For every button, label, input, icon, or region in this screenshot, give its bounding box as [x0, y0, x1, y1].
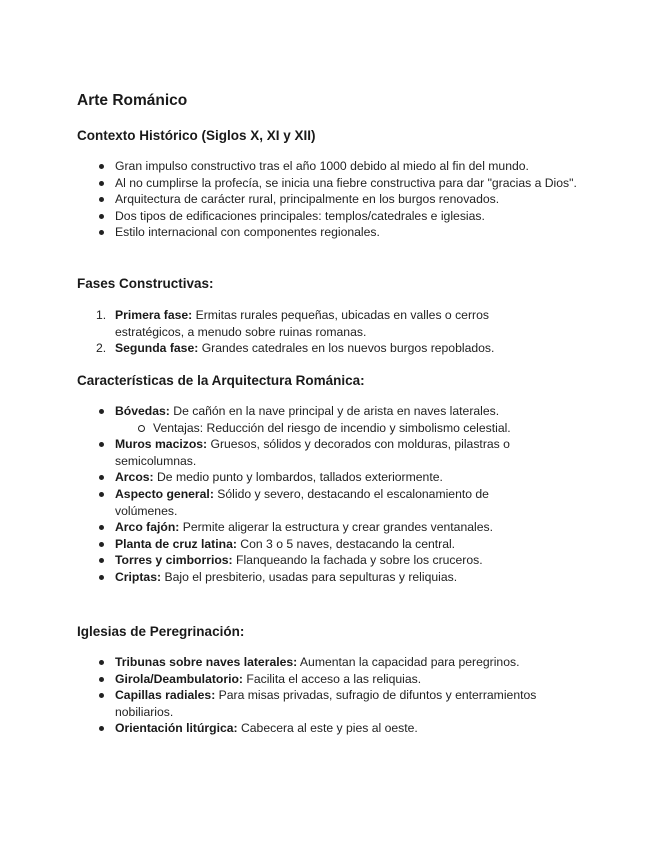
heading-fases: Fases Constructivas: — [77, 276, 214, 291]
list-item: Torres y cimborrios: Flanqueando la fachada y sobre los cruceros. — [77, 552, 552, 569]
bullet-icon — [99, 475, 104, 480]
list-contexto — [77, 158, 577, 241]
bullet-icon — [99, 660, 104, 665]
list-caracteristicas — [77, 403, 552, 586]
bullet-icon — [99, 726, 104, 731]
list-item: Criptas: Bajo el presbiterio, usadas para sepulturas y reliquias. — [77, 569, 552, 586]
list-item: Estilo internacional con componentes regionales. — [77, 224, 577, 241]
bullet-icon — [99, 542, 104, 547]
list-item: Al no cumplirse la profecía, se inicia una fiebre constructiva para dar "gracias a Dios". — [77, 175, 577, 192]
bullet-icon — [99, 442, 104, 447]
bullet-icon — [99, 197, 104, 202]
list-item: Aspecto general: Sólido y severo, destacando el escalonamiento de volúmenes. — [77, 486, 552, 519]
heading-contexto: Contexto Histórico (Siglos X, XI y XII) — [77, 128, 316, 143]
bullet-icon — [99, 525, 104, 530]
list-item: 1. Primera fase: Ermitas rurales pequeñas, ubicadas en valles o cerros estratégicos, a menudo sobre ruinas romanas. — [96, 308, 489, 339]
list-item: Capillas radiales: Para misas privadas, sufragio de difuntos y enterramientos nobiliarios. — [77, 687, 582, 720]
bullet-icon — [99, 214, 104, 219]
heading-caracteristicas: Características de la Arquitectura Románica: — [77, 373, 365, 388]
list-item: Girola/Deambulatorio: Facilita el acceso a las reliquias. — [77, 671, 582, 688]
sub-list-item: Ventajas: Reducción del riesgo de incendio y simbolismo celestial. — [77, 420, 552, 437]
list-item: Arco fajón: Permite aligerar la estructura y crear grandes ventanales. — [77, 519, 552, 536]
list-item: Arquitectura de carácter rural, principalmente en los burgos renovados. — [77, 191, 577, 208]
bullet-icon — [99, 230, 104, 235]
list-iglesias — [77, 654, 582, 737]
list-item: Gran impulso constructivo tras el año 1000 debido al miedo al fin del mundo. — [77, 158, 577, 175]
bullet-icon — [99, 409, 104, 414]
list-item: Arcos: De medio punto y lombardos, tallados exteriormente. — [77, 469, 552, 486]
list-item: Tribunas sobre naves laterales: Aumentan la capacidad para peregrinos. — [77, 654, 582, 671]
hollow-bullet-icon — [138, 425, 145, 432]
bullet-icon — [99, 492, 104, 497]
list-item: Muros macizos: Gruesos, sólidos y decorados con molduras, pilastras o semicolumnas. — [77, 436, 552, 469]
list-item: Planta de cruz latina: Con 3 o 5 naves, destacando la central. — [77, 536, 552, 553]
list-item: Bóvedas: De cañón en la nave principal y de arista en naves laterales. — [77, 403, 552, 420]
list-item: 2. Segunda fase: Grandes catedrales en los nuevos burgos repoblados. — [96, 341, 495, 356]
bullet-icon — [99, 677, 104, 682]
bullet-icon — [99, 164, 104, 169]
bullet-icon — [99, 181, 104, 186]
list-fases — [77, 307, 539, 357]
bullet-icon — [99, 558, 104, 563]
document-title: Arte Románico — [77, 92, 188, 109]
list-item: Orientación litúrgica: Cabecera al este y pies al oeste. — [77, 720, 582, 737]
bullet-icon — [99, 575, 104, 580]
list-item: Dos tipos de edificaciones principales: templos/catedrales e iglesias. — [77, 208, 577, 225]
bullet-icon — [99, 693, 104, 698]
heading-iglesias: Iglesias de Peregrinación: — [77, 624, 245, 639]
